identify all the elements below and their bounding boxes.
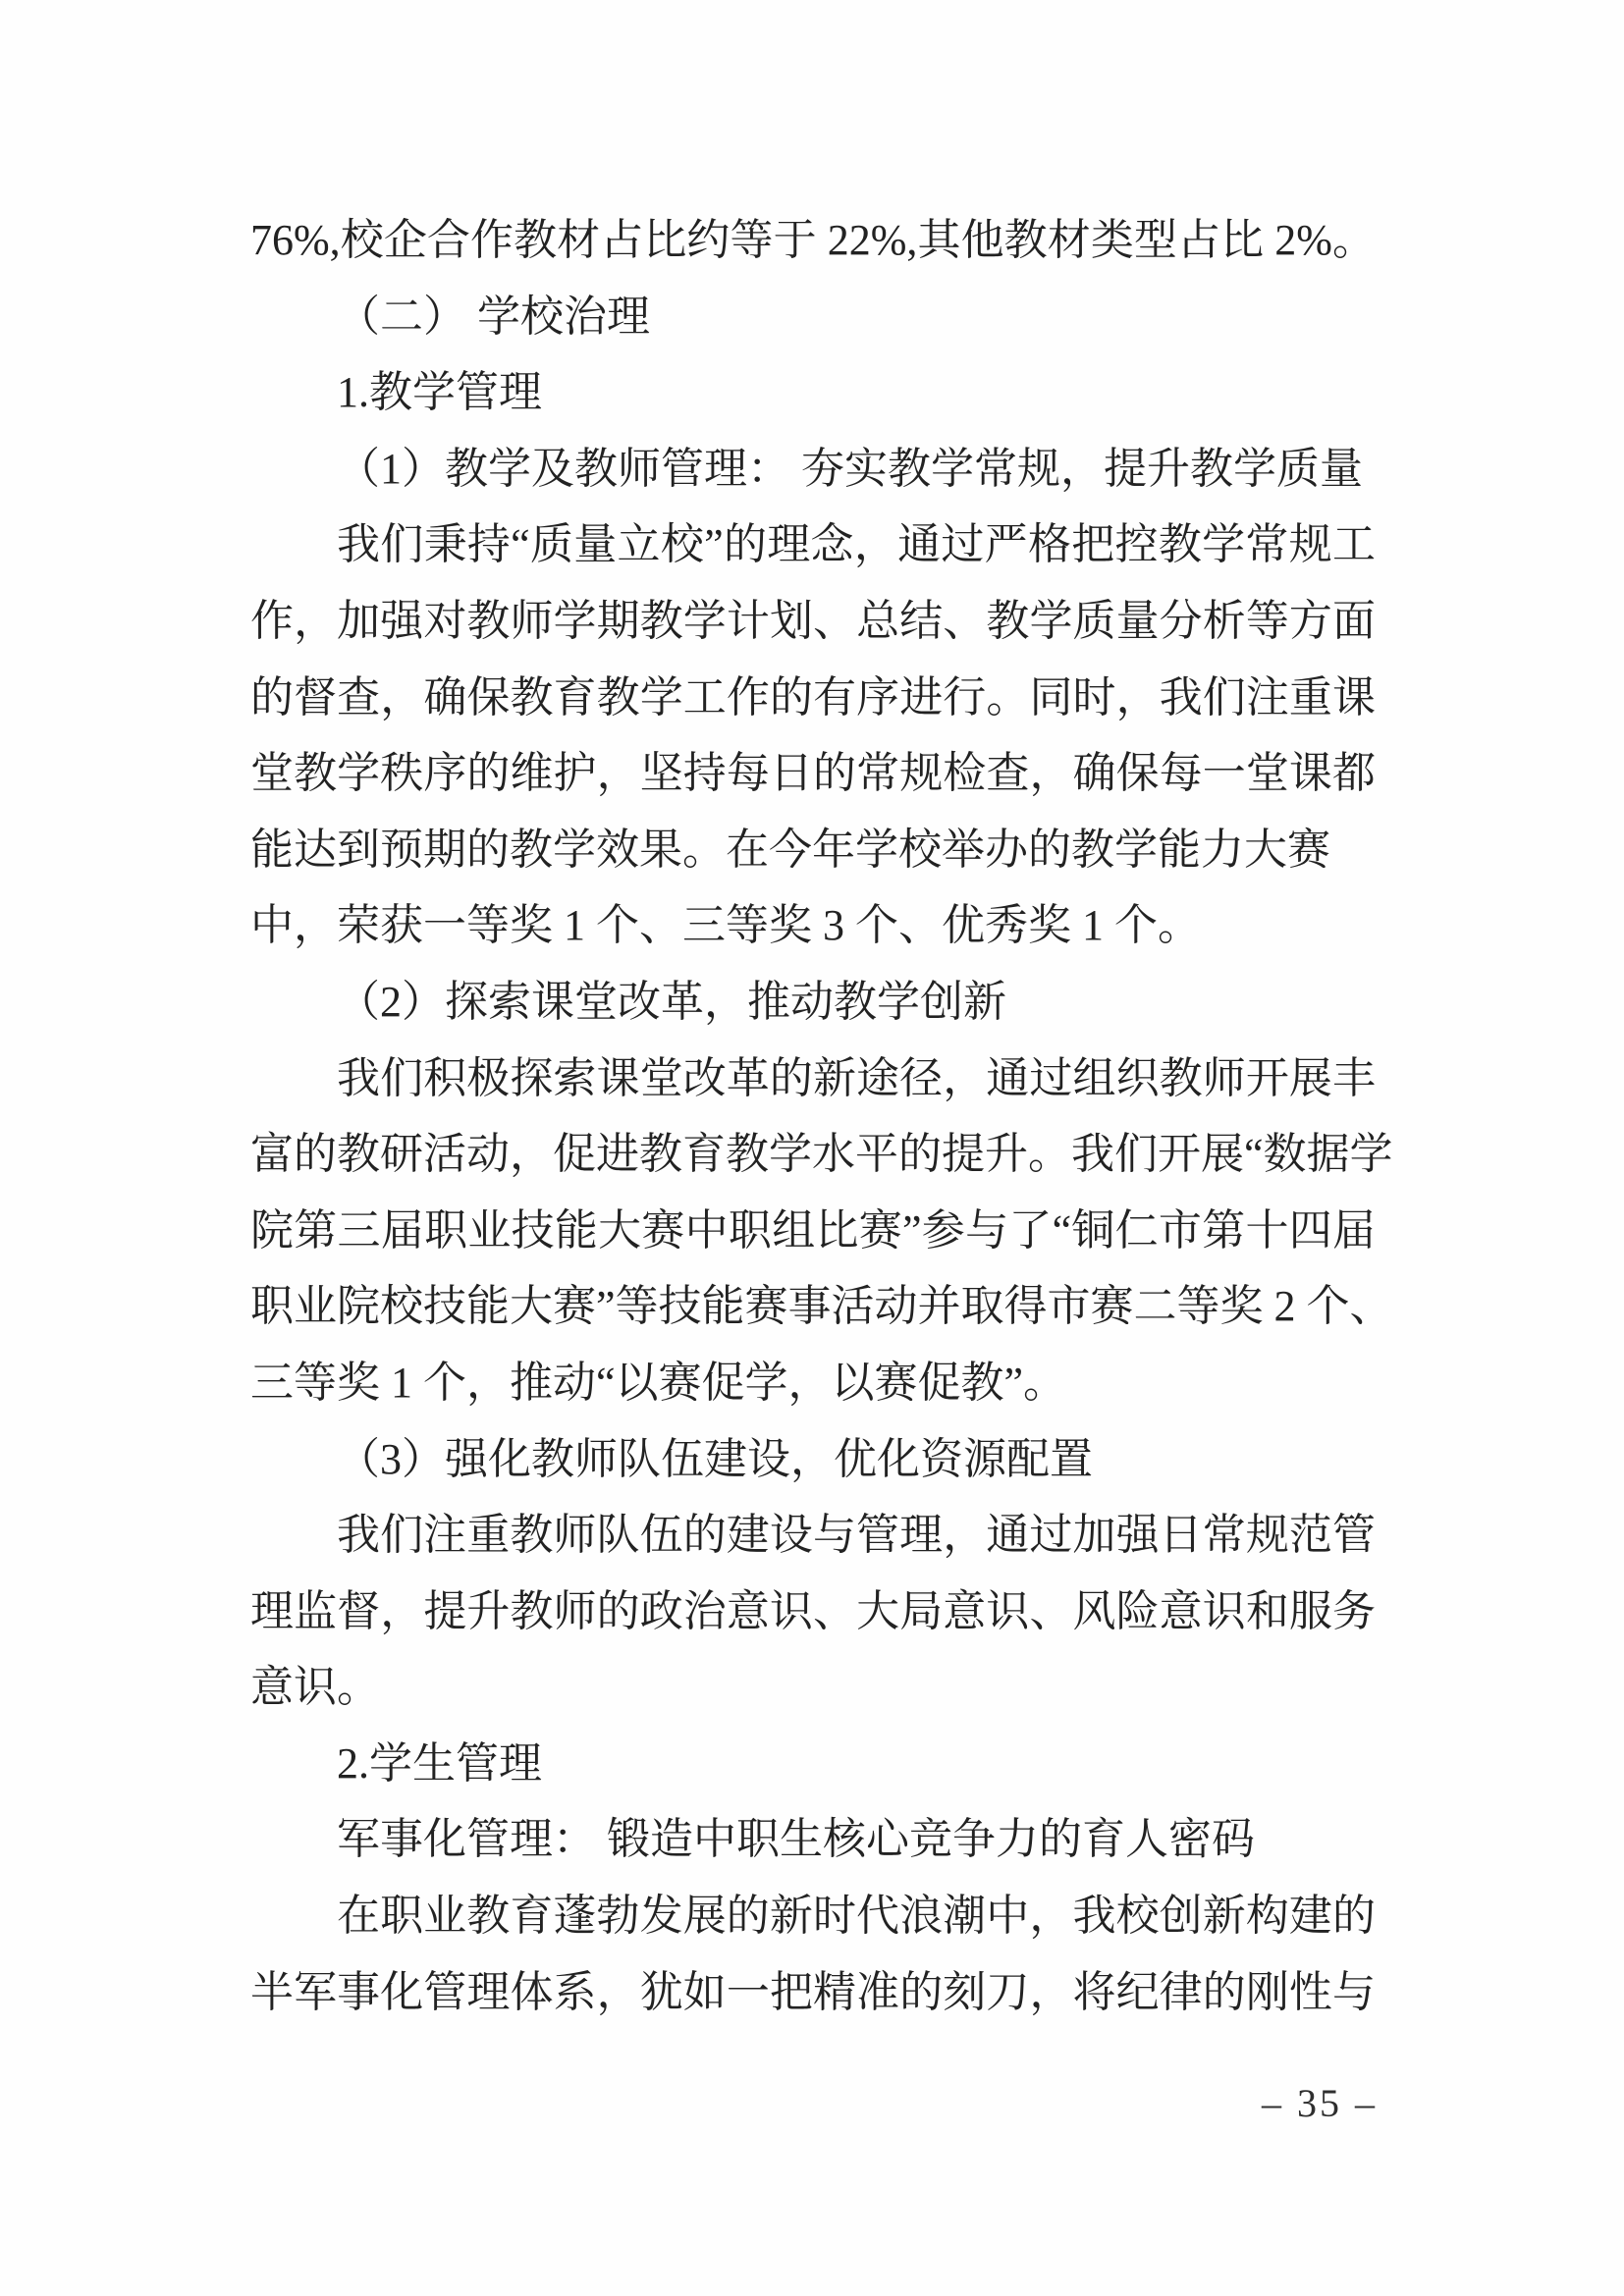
- paragraph-end-line: 意识。: [250, 1663, 380, 1712]
- text-block: [250, 202, 1393, 2030]
- page-number: – 35 –: [1262, 2081, 1378, 2125]
- body-line: 我们秉持“质量立校”的理念，通过严格把控教学常规工: [337, 520, 1376, 569]
- heading-student-management: 2.学生管理: [337, 1738, 542, 1788]
- body-line: 的督查，确保教育教学工作的有序进行。同时，我们注重课: [250, 672, 1376, 721]
- section-heading-2: （二） 学校治理: [337, 292, 650, 341]
- subheading-military-management: 军事化管理： 锻造中职生核心竞争力的育人密码: [337, 1815, 1255, 1864]
- paragraph-end-line: 三等奖 1 个，推动“以赛促学，以赛促教”。: [250, 1358, 1067, 1407]
- body-line: 我们积极探索课堂改革的新途径，通过组织教师开展丰: [337, 1053, 1376, 1102]
- body-line: 我们注重教师队伍的建设与管理，通过加强日常规范管: [337, 1511, 1376, 1560]
- heading-teaching-management: 1.教学管理: [337, 368, 542, 417]
- body-line: 职业院校技能大赛”等技能赛事活动并取得市赛二等奖 2 个、: [250, 1282, 1393, 1331]
- body-line: 堂教学秩序的维护，坚持每日的常规检查，确保每一堂课都: [250, 749, 1376, 798]
- body-line: 能达到预期的教学效果。在今年学校举办的教学能力大赛: [250, 825, 1330, 874]
- body-line: 76%,校企合作教材占比约等于 22%,其他教材类型占比 2%。: [250, 216, 1376, 264]
- body-line: 作，加强对教师学期教学计划、总结、教学质量分析等方面: [250, 596, 1376, 645]
- body-line: 理监督，提升教师的政治意识、大局意识、风险意识和服务: [250, 1586, 1376, 1635]
- subheading-3: （3）强化教师队伍建设，优化资源配置: [337, 1434, 1093, 1483]
- body-line: 富的教研活动，促进教育教学水平的提升。我们开展“数据学: [250, 1130, 1393, 1179]
- body-line: 院第三届职业技能大赛中职组比赛”参与了“铜仁市第十四届: [250, 1205, 1376, 1255]
- subheading-2: （2）探索课堂改革，推动教学创新: [337, 977, 1006, 1026]
- body-line: 在职业教育蓬勃发展的新时代浪潮中，我校创新构建的: [337, 1892, 1376, 1941]
- subheading-1: （1）教学及教师管理： 夯实教学常规，提升教学质量: [337, 444, 1363, 493]
- paragraph-end-line: 中，荣获一等奖 1 个、三等奖 3 个、优秀奖 1 个。: [250, 901, 1201, 950]
- body-line: 半军事化管理体系，犹如一把精准的刻刀，将纪律的刚性与: [250, 1967, 1376, 2016]
